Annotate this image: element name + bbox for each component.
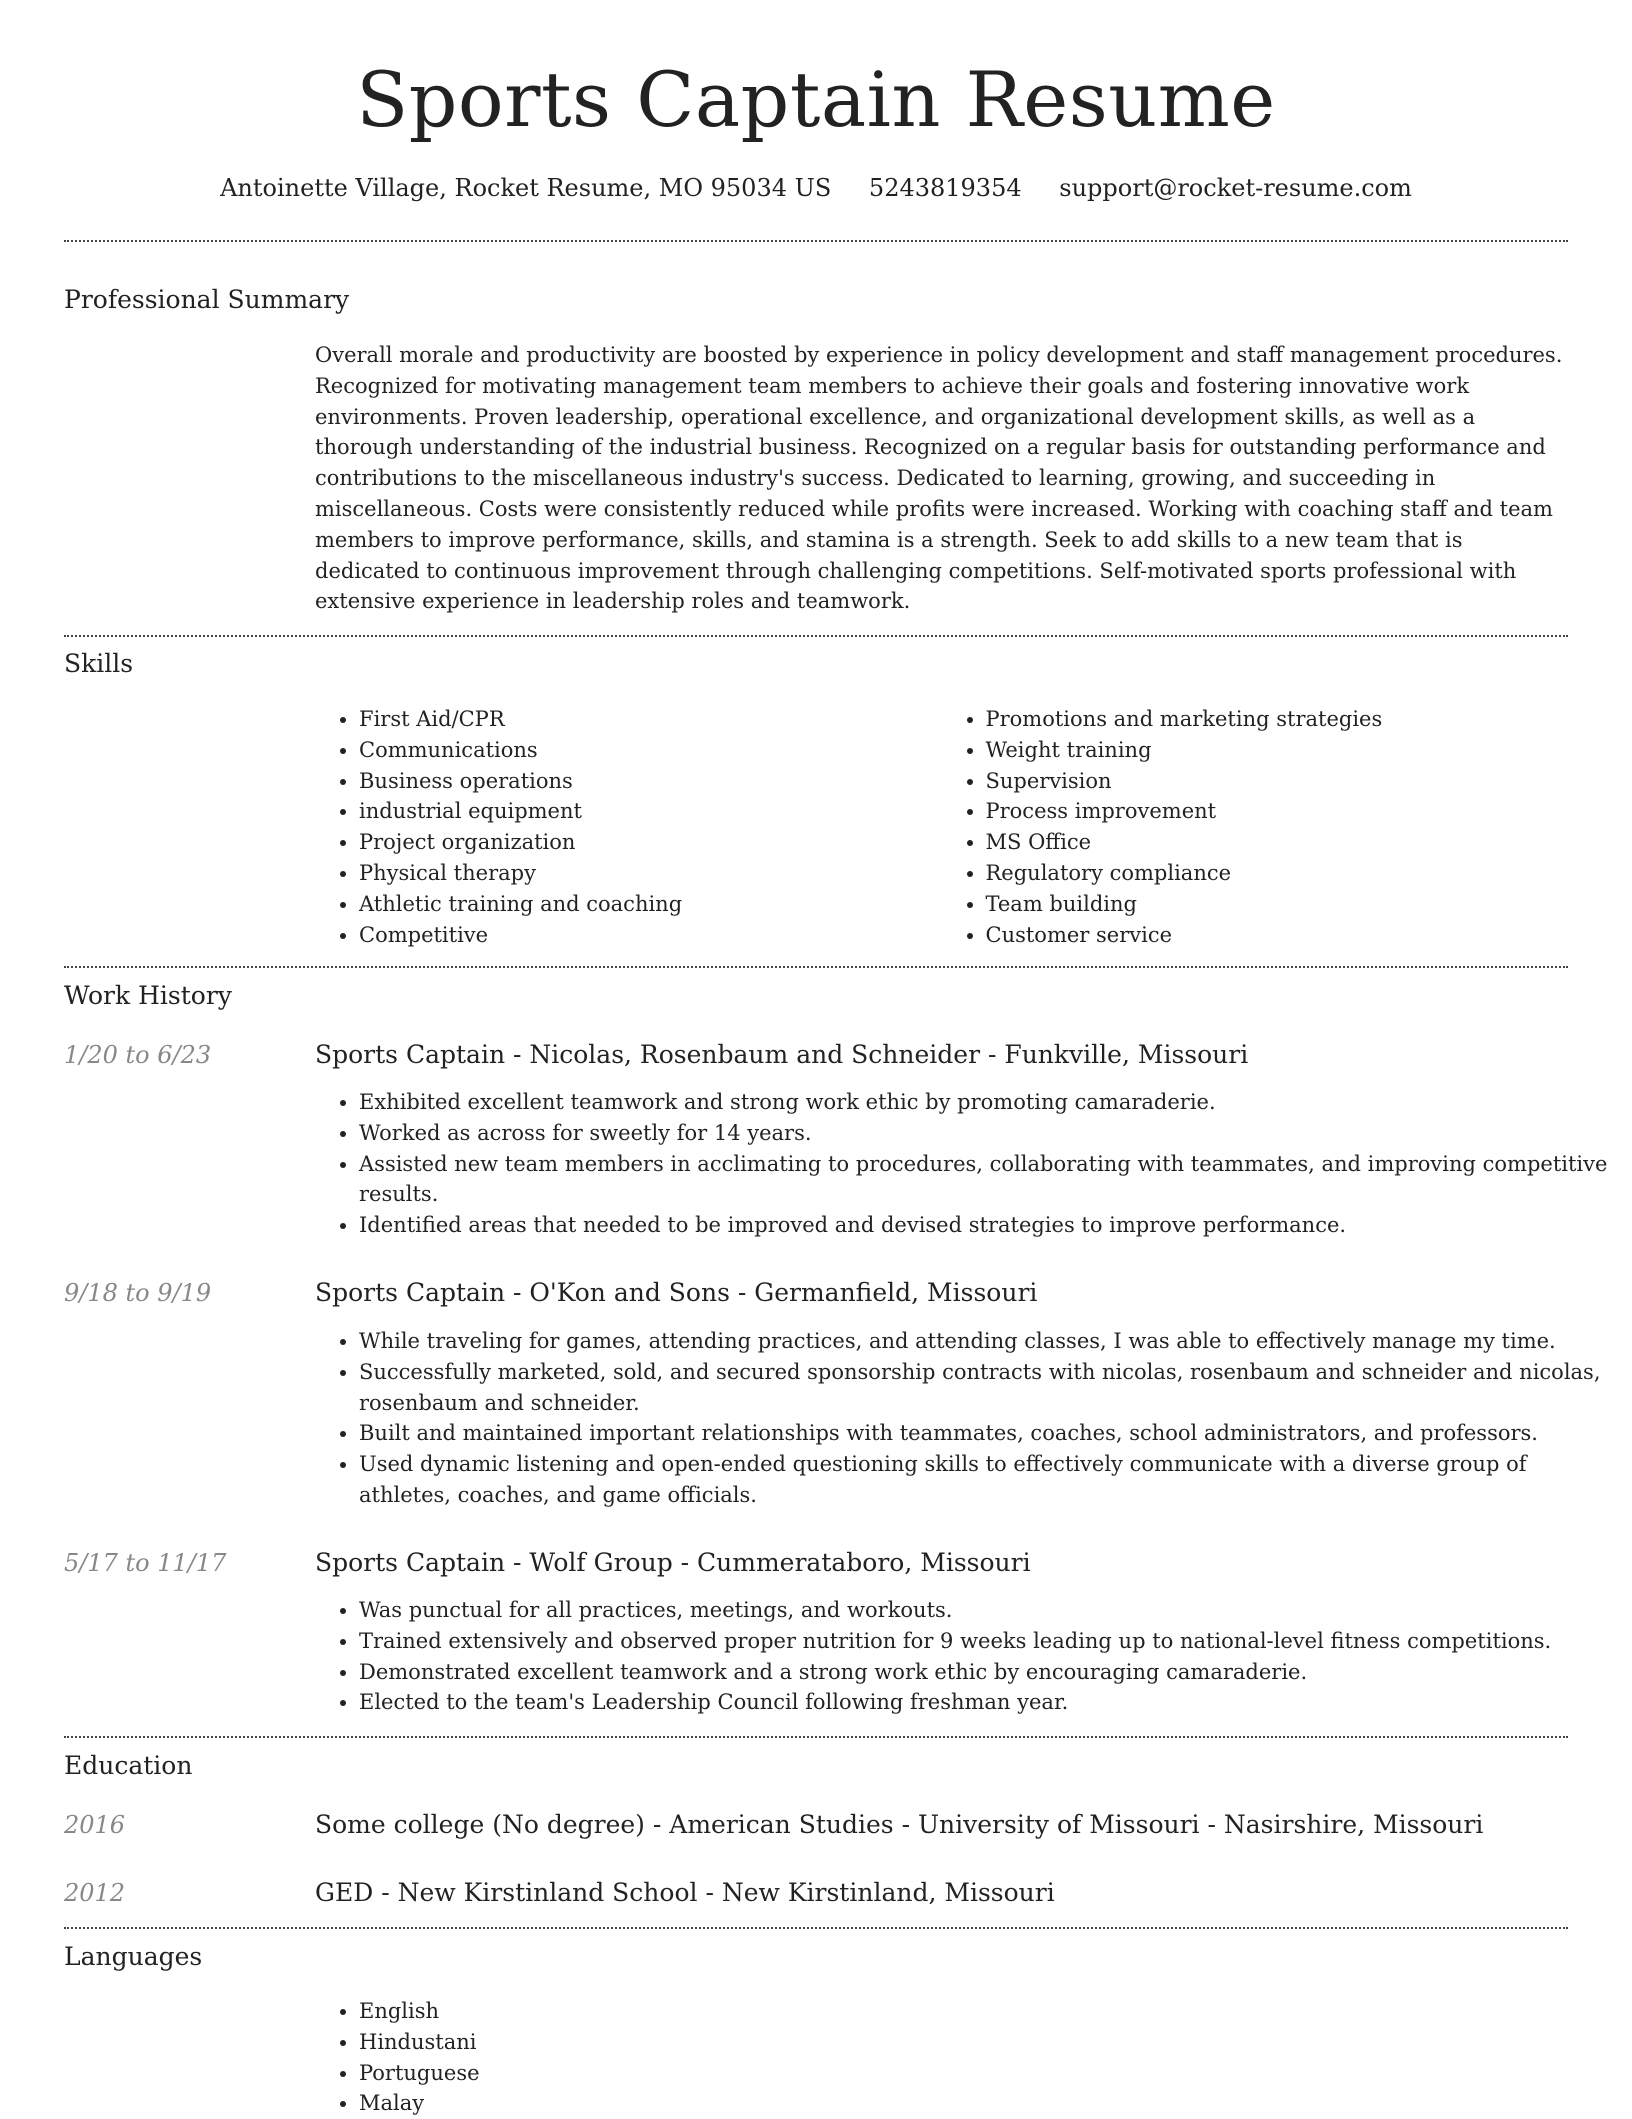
skill-item: • Physical therapy — [359, 858, 942, 889]
job-date: 1/20 to 6/23 — [64, 1041, 212, 1069]
language-item: • Malay — [359, 2088, 1568, 2119]
skills-heading: Skills — [64, 649, 134, 678]
job-bullet: • Built and maintained important relationships with teammates, coaches, school administrators, and professors. — [359, 1418, 1612, 1449]
job-bullet: • Identified areas that needed to be improved and devised strategies to improve performance. — [359, 1210, 1612, 1241]
skill-item: • Weight training — [986, 735, 1569, 766]
summary-text: Overall morale and productivity are boosted by experience in policy development and staff management procedures. Recognized for motivating management team members to achieve their goals and fostering innovative work environments. Proven leadership, operational excellence, and organizational development skills, as well as a thorough understanding of the industrial business. Recognized on a regular basis for outstanding performance and contributions to the miscellaneous industry's success. Dedicated to learning, growing, and succeeding in miscellaneous. Costs were consistently reduced while profits were increased. Working with coaching staff and team members to improve performance, skills, and stamina is a strength. Seek to add skills to a new team that is dedicated to continuous improvement through challenging competitions. Self-motivated sports professional with extensive experience in leadership roles and teamwork. — [315, 343, 1563, 614]
skill-item: • Supervision — [986, 766, 1569, 797]
skill-item: • Communications — [359, 735, 942, 766]
summary-section — [315, 340, 1568, 617]
job-bullet: • Elected to the team's Leadership Council following freshman year. — [359, 1687, 1612, 1718]
skills-list — [315, 704, 1568, 950]
job-bullets — [315, 1087, 1612, 1241]
job-bullet: • Successfully marketed, sold, and secured sponsorship contracts with nicolas, rosenbaum and schneider and nicolas, rosenbaum and schneider. — [359, 1357, 1612, 1419]
skill-item: • Competitive — [359, 920, 942, 951]
skill-item: • Business operations — [359, 766, 942, 797]
job-date: 9/18 to 9/19 — [64, 1279, 212, 1307]
education-heading: Education — [64, 1751, 193, 1780]
language-item: • Hindustani — [359, 2027, 1568, 2058]
job-bullet: • Exhibited excellent teamwork and strong work ethic by promoting camaraderie. — [359, 1087, 1612, 1118]
skill-item: • Promotions and marketing strategies — [986, 704, 1569, 735]
summary-heading: Professional Summary — [64, 285, 350, 314]
language-item: • English — [359, 1996, 1568, 2027]
skill-item: • Process improvement — [986, 796, 1569, 827]
languages-list — [315, 1996, 1568, 2119]
contact-email[interactable]: support@rocket-resume.com — [1059, 174, 1412, 202]
job-bullet: • Worked as across for sweetly for 14 years. — [359, 1118, 1612, 1149]
job-bullet: • Assisted new team members in acclimating to procedures, collaborating with teammates, and improving competitive results. — [359, 1149, 1612, 1211]
skill-item: • Customer service — [986, 920, 1569, 951]
job-bullet: • Demonstrated excellent teamwork and a strong work ethic by encouraging camaraderie. — [359, 1657, 1612, 1688]
skill-item: • Team building — [986, 889, 1569, 920]
job-bullet: • Used dynamic listening and open-ended questioning skills to effectively communicate with a diverse group of athletes, coaches, and game officials. — [359, 1449, 1612, 1511]
education-date: 2012 — [64, 1879, 126, 1907]
section-divider — [64, 1736, 1568, 1738]
work-history-heading: Work History — [64, 981, 232, 1010]
skill-item: • Project organization — [359, 827, 942, 858]
job-bullets — [315, 1595, 1612, 1718]
skill-item: • industrial equipment — [359, 796, 942, 827]
section-divider — [64, 240, 1568, 242]
contact-line — [64, 170, 1568, 206]
job-bullet: • Was punctual for all practices, meetings, and workouts. — [359, 1595, 1612, 1626]
job-title: Sports Captain - Wolf Group - Cummerataboro, Missouri — [315, 1548, 1031, 1577]
education-title: GED - New Kirstinland School - New Kirstinland, Missouri — [315, 1878, 1055, 1907]
languages-section — [315, 1996, 1568, 2119]
contact-address: Antoinette Village, Rocket Resume, MO 95034 US — [220, 174, 832, 202]
education-title: Some college (No degree) - American Studies - University of Missouri - Nasirshire, Missouri — [315, 1810, 1484, 1839]
job-bullet: • Trained extensively and observed proper nutrition for 9 weeks leading up to national-level fitness competitions. — [359, 1626, 1612, 1657]
skill-item: • First Aid/CPR — [359, 704, 942, 735]
skills-column-right — [942, 704, 1569, 950]
skill-item: • Regulatory compliance — [986, 858, 1569, 889]
resume-title: Sports Captain Resume — [356, 55, 1276, 144]
section-divider — [64, 966, 1568, 968]
education-date: 2016 — [64, 1811, 126, 1839]
job-bullet: • While traveling for games, attending practices, and attending classes, I was able to effectively manage my time. — [359, 1326, 1612, 1357]
job-date: 5/17 to 11/17 — [64, 1549, 227, 1577]
job-title: Sports Captain - Nicolas, Rosenbaum and Schneider - Funkville, Missouri — [315, 1040, 1249, 1069]
section-divider — [64, 1927, 1568, 1929]
section-divider — [64, 635, 1568, 637]
skill-item: • Athletic training and coaching — [359, 889, 942, 920]
job-title: Sports Captain - O'Kon and Sons - Germanfield, Missouri — [315, 1278, 1038, 1307]
contact-phone: 5243819354 — [868, 174, 1022, 202]
skill-item: • MS Office — [986, 827, 1569, 858]
languages-heading: Languages — [64, 1942, 203, 1971]
language-item: • Portuguese — [359, 2058, 1568, 2089]
job-bullets — [315, 1326, 1612, 1511]
skills-column-left — [315, 704, 942, 950]
